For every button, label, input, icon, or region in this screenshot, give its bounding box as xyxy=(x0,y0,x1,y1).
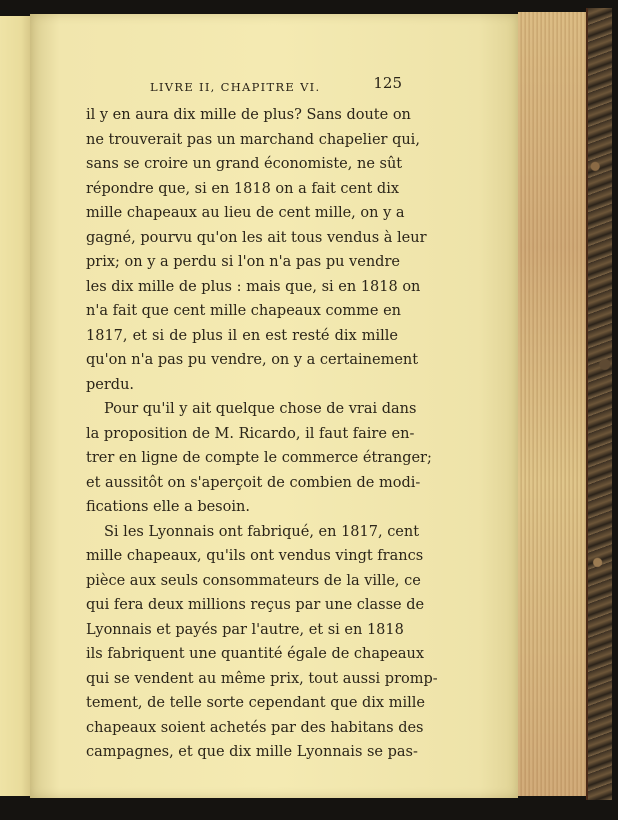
text-line: Pour qu'il y ait quelque chose de vrai dans xyxy=(104,401,417,417)
text-line: 1817, et si de plus il en est resté dix mille xyxy=(86,327,398,344)
text-line: pièce aux seuls consommateurs de la ville, ce xyxy=(86,572,421,589)
text-line: qu'on n'a pas pu vendre, on y a certainement xyxy=(86,352,419,368)
text-line: perdu. xyxy=(86,376,135,393)
text-line: tement, de telle sorte cependant que dix mille xyxy=(86,695,425,711)
text-line: ils fabriquent une quantité égale de chapeaux xyxy=(86,646,425,662)
text-line: les dix mille de plus : mais que, si en 1818 on xyxy=(86,278,421,295)
body-text xyxy=(86,103,438,765)
text-line: qui fera deux millions reçus par une classe de xyxy=(86,597,425,613)
page-stack-edges xyxy=(518,12,586,796)
text-line: sans se croire un grand économiste, ne sût xyxy=(86,156,403,172)
text-line: prix; on y a perdu si l'on n'a pas pu vendre xyxy=(86,254,400,270)
text-line: trer en ligne de compte le commerce étranger; xyxy=(86,450,432,466)
text-line: Si les Lyonnais ont fabriqué, en 1817, cent xyxy=(104,523,420,540)
text-line: mille chapeaux, qu'ils ont vendus vingt francs xyxy=(86,548,424,564)
text-line: la proposition de M. Ricardo, il faut faire en- xyxy=(86,425,415,442)
facing-page-edge xyxy=(0,16,31,796)
text-line: qui se vendent au même prix, tout aussi promp- xyxy=(86,670,438,687)
text-line: chapeaux soient achetés par des habitans des xyxy=(86,719,424,736)
running-head: LIVRE II, CHAPITRE VI. xyxy=(150,80,321,94)
text-line: répondre que, si en 1818 on a fait cent dix xyxy=(86,180,400,197)
text-line: gagné, pourvu qu'on les ait tous vendus à leur xyxy=(86,229,427,246)
text-line: campagnes, et que dix mille Lyonnais se pas- xyxy=(86,744,418,760)
text-line: n'a fait que cent mille chapeaux comme en xyxy=(86,303,401,319)
text-line: et aussitôt on s'aperçoit de combien de modi- xyxy=(86,474,421,491)
text-line: il y en aura dix mille de plus? Sans doute on xyxy=(86,107,411,123)
text-line: mille chapeaux au lieu de cent mille, on y a xyxy=(86,205,405,221)
text-line: fications elle a besoin. xyxy=(86,499,250,515)
marbled-cover xyxy=(586,8,612,800)
page-number: 125 xyxy=(373,74,402,92)
text-line: Lyonnais et payés par l'autre, et si en 1818 xyxy=(86,621,404,638)
text-line: ne trouverait pas un marchand chapelier qui, xyxy=(86,131,420,148)
